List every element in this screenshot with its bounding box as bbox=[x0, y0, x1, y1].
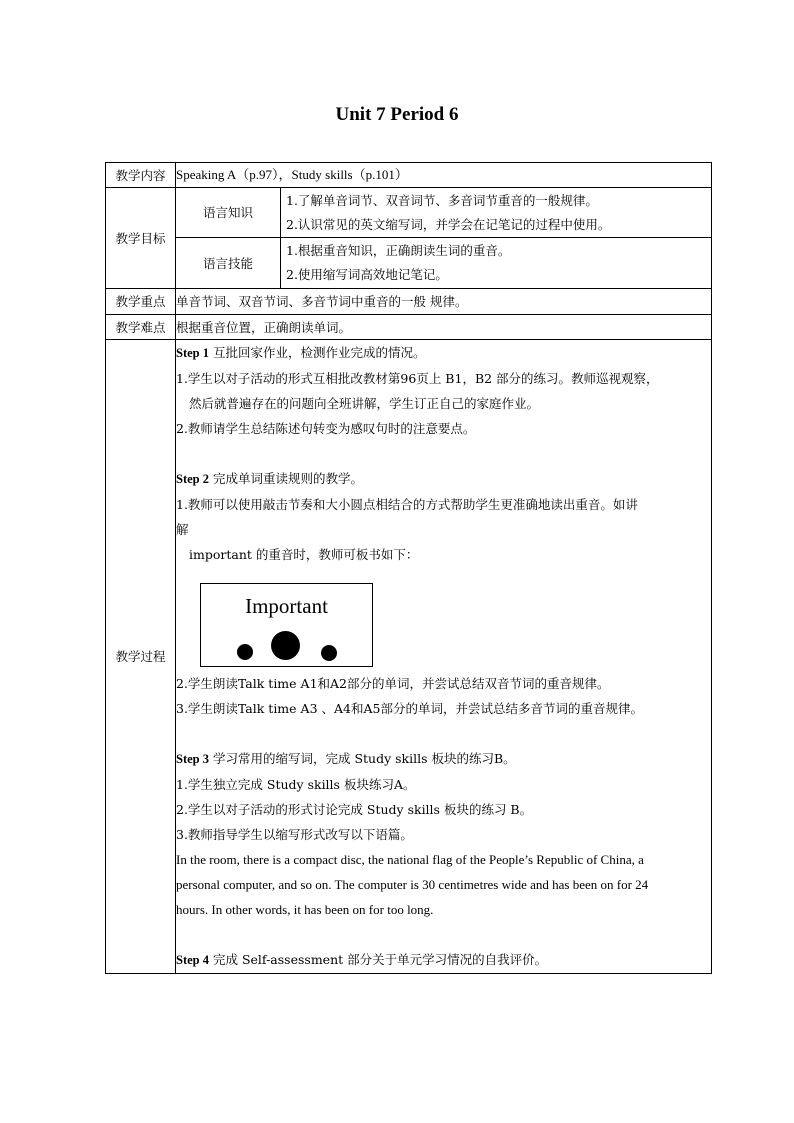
step2-line: 1.教师可以使用敲击节奏和大小圆点相结合的方式帮助学生更准确地读出重音。如讲 bbox=[176, 497, 638, 512]
spacer bbox=[176, 721, 711, 746]
board-word: Important bbox=[245, 594, 328, 618]
difficulties-text: 根据重音位置，正确朗读单词。 bbox=[176, 315, 712, 340]
large-dot-icon bbox=[271, 631, 300, 660]
content-label: 教学内容 bbox=[106, 163, 176, 188]
step1-line: 然后就普遍存在的问题向全班讲解，学生订正自己的家庭作业。 bbox=[189, 396, 540, 411]
passage-line: personal computer, and so on. The computer is 30 centimetres wide and has been on for 24 bbox=[176, 877, 649, 892]
step2-line: 3.学生朗读Talk time A3 、A4和A5部分的单词，并尝试总结多音节词的重音规律。 bbox=[176, 701, 643, 716]
difficulties-label: 教学难点 bbox=[106, 315, 176, 340]
language-skills-items bbox=[281, 238, 712, 289]
language-knowledge-label: 语言知识 bbox=[176, 188, 281, 238]
content-text: Speaking A（p.97），Study skills（p.101） bbox=[176, 163, 712, 188]
step1-heading bbox=[176, 340, 711, 366]
step3-line: 1.学生独立完成 Study skills 板块练习A。 bbox=[176, 777, 416, 792]
step2-line: important 的重音时，教师可板书如下： bbox=[189, 547, 419, 562]
difficulties-row bbox=[106, 315, 712, 340]
small-dot-icon bbox=[237, 644, 253, 660]
step-text: 互批回家作业，检测作业完成的情况。 bbox=[209, 345, 426, 360]
step4-heading bbox=[176, 947, 711, 973]
step-text: 学习常用的缩写词，完成 Study skills 板块的练习B。 bbox=[209, 751, 516, 766]
step2-line: 解 bbox=[176, 522, 189, 537]
key-points-text: 单音节词、双音节词、多音节词中重音的一般 规律。 bbox=[176, 289, 712, 315]
step-text: 完成 Self-assessment 部分关于单元学习情况的自我评价。 bbox=[209, 952, 548, 967]
skills-item: 1.根据重音知识，正确朗读生词的重音。 bbox=[286, 243, 511, 258]
skills-item: 2.使用缩写词高效地记笔记。 bbox=[286, 267, 448, 282]
step1-line: 2.教师请学生总结陈述句转变为感叹句时的注意要点。 bbox=[176, 421, 476, 436]
spacer bbox=[176, 441, 711, 466]
step3-heading bbox=[176, 746, 711, 772]
step2-heading bbox=[176, 466, 711, 492]
language-skills-label: 语言技能 bbox=[176, 238, 281, 289]
step-text: 完成单词重读规则的教学。 bbox=[209, 471, 363, 486]
lesson-plan-table bbox=[105, 162, 712, 974]
step-number: Step 1 bbox=[176, 346, 209, 360]
step-number: Step 4 bbox=[176, 953, 209, 967]
step2-line: 2.学生朗读Talk time A1和A2部分的单词，并尝试总结双音节词的重音规律。 bbox=[176, 676, 610, 691]
spacer bbox=[176, 922, 711, 947]
step-number: Step 2 bbox=[176, 472, 209, 486]
blackboard-diagram bbox=[200, 583, 373, 667]
key-points-row bbox=[106, 289, 712, 315]
step3-line: 3.教师指导学生以缩写形式改写以下语篇。 bbox=[176, 827, 413, 842]
objectives-skills-row bbox=[106, 238, 712, 289]
step3-line: 2.学生以对子活动的形式讨论完成 Study skills 板块的练习 B。 bbox=[176, 802, 533, 817]
objectives-label: 教学目标 bbox=[106, 188, 176, 289]
process-label: 教学过程 bbox=[106, 340, 176, 974]
process-row bbox=[106, 340, 712, 974]
knowledge-item: 2.认识常见的英文缩写词，并学会在记笔记的过程中使用。 bbox=[286, 216, 611, 232]
knowledge-item: 1.了解单音词节、双音词节、多音词节重音的一般规律。 bbox=[286, 192, 598, 208]
key-points-label: 教学重点 bbox=[106, 289, 176, 315]
step1-line: 1.学生以对子活动的形式互相批改教材第96页上 B1，B2 部分的练习。教师巡视观察， bbox=[176, 371, 659, 386]
process-content bbox=[176, 340, 712, 974]
language-knowledge-items bbox=[281, 188, 712, 238]
step-number: Step 3 bbox=[176, 752, 209, 766]
content-row bbox=[106, 163, 712, 188]
passage-line: In the room, there is a compact disc, the national flag of the People’s Republic of China, a bbox=[176, 852, 644, 867]
objectives-knowledge-row bbox=[106, 188, 712, 238]
small-dot-icon bbox=[321, 645, 337, 661]
page-title: Unit 7 Period 6 bbox=[335, 104, 459, 125]
passage-line: hours. In other words, it has been on for too long. bbox=[176, 902, 434, 917]
